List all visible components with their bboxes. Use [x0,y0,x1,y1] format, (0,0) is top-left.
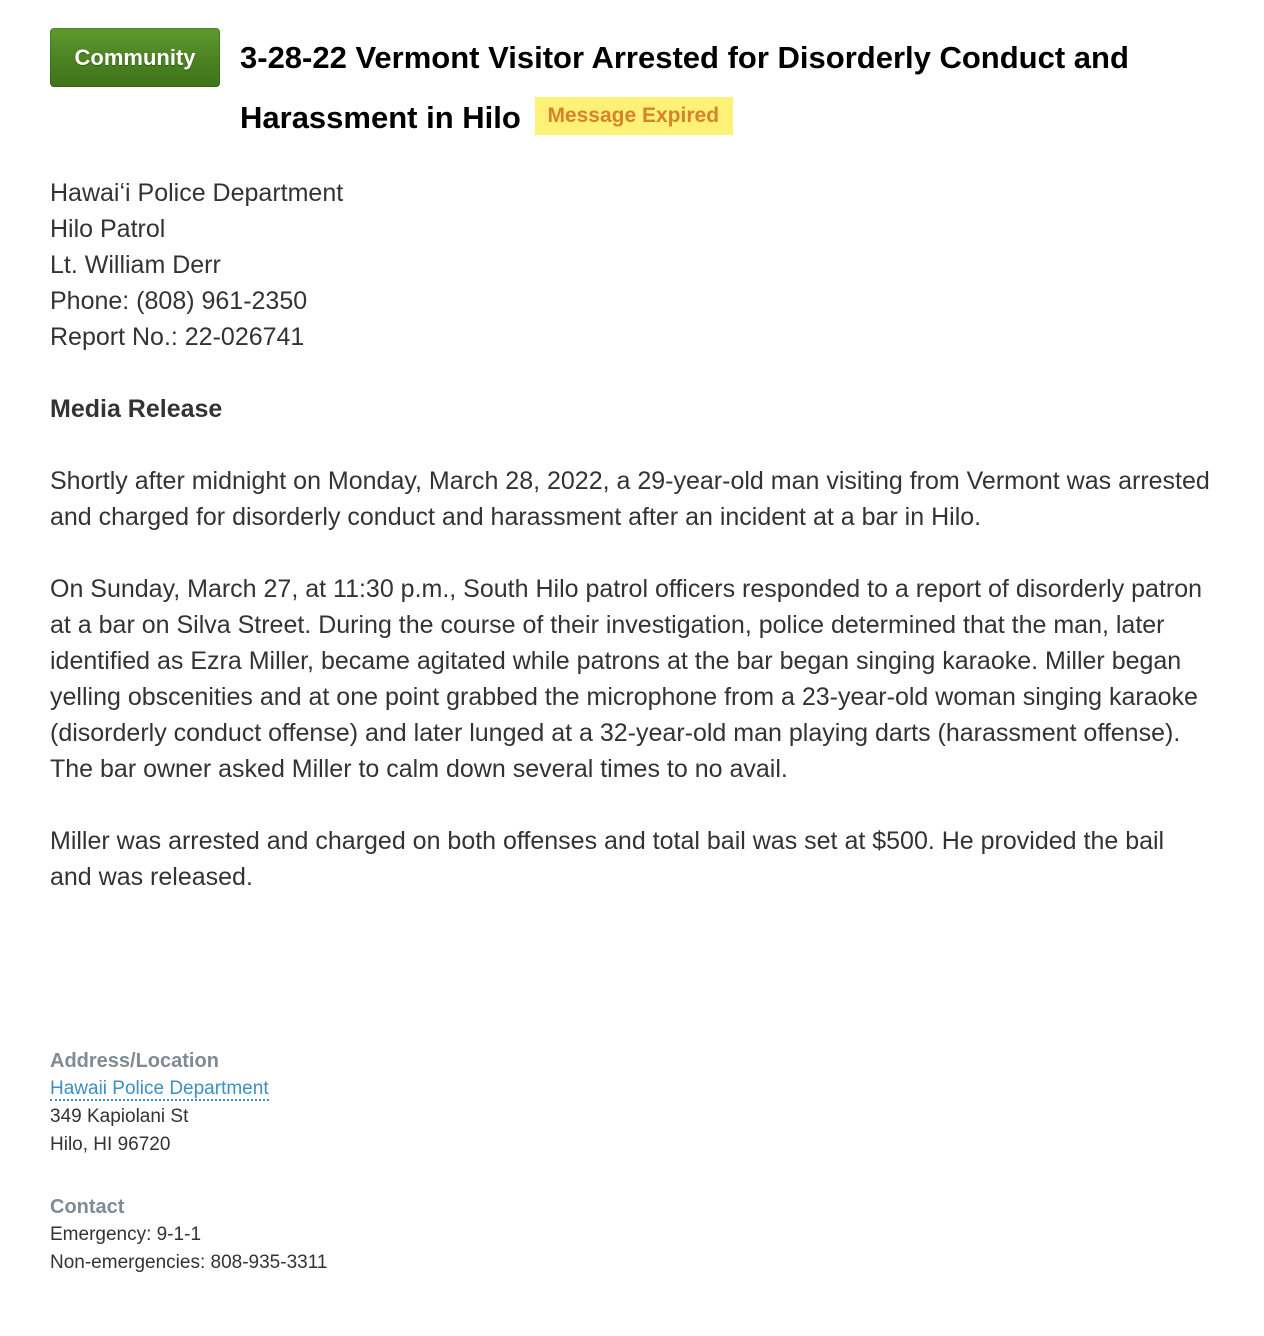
department-name: Hawaiʻi Police Department [50,179,344,207]
contact-heading: Contact [50,1196,125,1218]
paragraph-2: On Sunday, March 27, at 11:30 p.m., South Hilo patrol officers responded to a report of disorderly patron at a bar on Silva Street. During the course of their investigation, police determined that the man, later identified as Ezra Miller, became agitated while patrons at the bar began singing karaoke. Miller began yelling obscenities and at one point grabbed the microphone from a 23-year-old woman singing karaoke (disorderly conduct offense) and later lunged at a 32-year-old man playing darts (harassment offense). The bar owner asked Miller to calm down several times to no avail. [50,575,1203,783]
article-body [50,175,1210,931]
department-link[interactable]: Hawaii Police Department [50,1078,269,1099]
emergency-number: Emergency: 9-1-1 [50,1224,202,1245]
address-section [50,1047,650,1159]
address-line-1: 349 Kapiolani St [50,1106,189,1127]
category-badge[interactable]: Community [50,28,220,87]
officer-name: Lt. William Derr [50,251,221,279]
article-title [240,28,1200,148]
status-badge: Message Expired [535,97,733,135]
paragraph-3: Miller was arrested and charged on both offenses and total bail was set at $500. He provided the bail and was released. [50,827,1165,891]
address-line-2: Hilo, HI 96720 [50,1134,171,1155]
non-emergency-number: Non-emergencies: 808-935-3311 [50,1252,328,1273]
paragraph-1: Shortly after midnight on Monday, March 28, 2022, a 29-year-old man visiting from Vermont was arrested and charged for disorderly conduct and harassment after an incident at a bar in Hilo. [50,467,1210,531]
division-name: Hilo Patrol [50,215,166,243]
release-heading: Media Release [50,395,223,423]
address-heading: Address/Location [50,1050,219,1072]
report-number: Report No.: 22-026741 [50,323,305,351]
article-footer [50,1047,650,1311]
article-title-text: 3-28-22 Vermont Visitor Arrested for Disorderly Conduct and Harassment in Hilo [240,40,1129,135]
phone-number: Phone: (808) 961-2350 [50,287,308,315]
contact-section [50,1193,650,1277]
contact-block [50,175,1210,355]
